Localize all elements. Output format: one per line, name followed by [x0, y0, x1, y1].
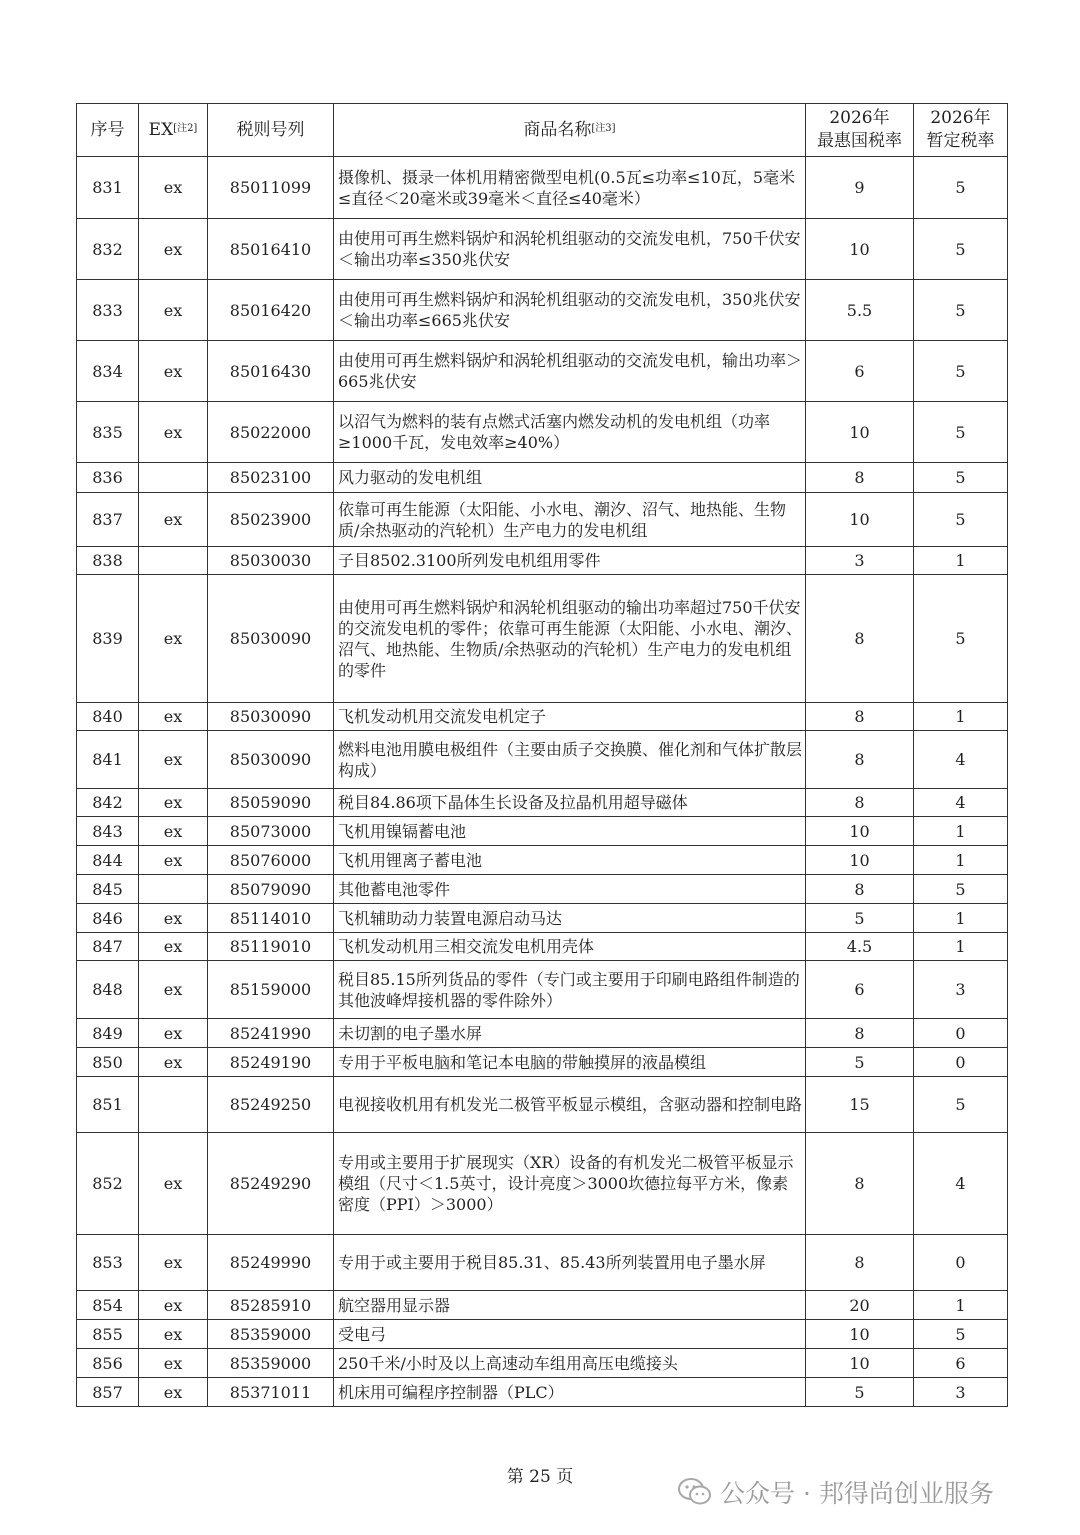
cell-mfn-rate: 10: [806, 493, 914, 547]
header-ex: [139, 104, 208, 157]
cell-name: 风力驱动的发电机组: [334, 463, 806, 493]
cell-provisional-rate: 1: [914, 547, 1008, 575]
cell-mfn-rate: 10: [806, 817, 914, 846]
header-mfn-year: 2026年: [829, 108, 890, 128]
header-prov-label: 暂定税率: [926, 131, 995, 151]
cell-mfn-rate: 10: [806, 846, 914, 875]
cell-code: 85023100: [208, 463, 334, 493]
table-row: [77, 1048, 1008, 1077]
cell-seq: 844: [77, 846, 139, 875]
table-row: [77, 904, 1008, 933]
cell-mfn-rate: 5: [806, 1048, 914, 1077]
cell-ex: ex: [139, 904, 208, 933]
cell-ex: ex: [139, 703, 208, 731]
table-row: [77, 933, 1008, 961]
cell-provisional-rate: 4: [914, 1133, 1008, 1235]
cell-seq: 854: [77, 1291, 139, 1320]
table-row: [77, 961, 1008, 1019]
header-code: 税则号列: [208, 104, 334, 157]
cell-name: 以沼气为燃料的装有点燃式活塞内燃发动机的发电机组（功率≥1000千瓦，发电效率≥40%）: [334, 402, 806, 463]
table-row: [77, 1133, 1008, 1235]
cell-seq: 831: [77, 157, 139, 219]
cell-seq: 833: [77, 280, 139, 341]
cell-provisional-rate: 5: [914, 875, 1008, 904]
cell-provisional-rate: 1: [914, 846, 1008, 875]
cell-ex: ex: [139, 1349, 208, 1378]
cell-mfn-rate: 10: [806, 1320, 914, 1349]
cell-code: 85016430: [208, 341, 334, 402]
cell-ex: [139, 463, 208, 493]
table-row: [77, 1378, 1008, 1407]
table-row: [77, 493, 1008, 547]
cell-provisional-rate: 5: [914, 1320, 1008, 1349]
cell-code: 85249290: [208, 1133, 334, 1235]
header-prov-year: 2026年: [930, 108, 991, 128]
cell-code: 85285910: [208, 1291, 334, 1320]
table-header-row: [77, 104, 1008, 157]
cell-provisional-rate: 5: [914, 463, 1008, 493]
table-row: [77, 280, 1008, 341]
cell-ex: ex: [139, 1235, 208, 1291]
cell-ex: ex: [139, 280, 208, 341]
cell-seq: 840: [77, 703, 139, 731]
cell-code: 85016410: [208, 219, 334, 280]
cell-provisional-rate: 1: [914, 817, 1008, 846]
cell-seq: 841: [77, 731, 139, 789]
cell-code: 85023900: [208, 493, 334, 547]
table-row: [77, 547, 1008, 575]
cell-code: 85022000: [208, 402, 334, 463]
cell-seq: 832: [77, 219, 139, 280]
cell-ex: ex: [139, 789, 208, 817]
cell-seq: 852: [77, 1133, 139, 1235]
table-row: [77, 575, 1008, 703]
cell-seq: 855: [77, 1320, 139, 1349]
cell-seq: 835: [77, 402, 139, 463]
table-row: [77, 219, 1008, 280]
cell-provisional-rate: 5: [914, 493, 1008, 547]
cell-mfn-rate: 3: [806, 547, 914, 575]
cell-code: 85030090: [208, 731, 334, 789]
cell-code: 85073000: [208, 817, 334, 846]
cell-mfn-rate: 8: [806, 1019, 914, 1048]
cell-name: 子目8502.3100所列发电机组用零件: [334, 547, 806, 575]
cell-code: 85011099: [208, 157, 334, 219]
cell-name: 电视接收机用有机发光二极管平板显示模组，含驱动器和控制电路: [334, 1077, 806, 1133]
cell-ex: ex: [139, 1291, 208, 1320]
cell-seq: 845: [77, 875, 139, 904]
cell-seq: 846: [77, 904, 139, 933]
cell-provisional-rate: 4: [914, 789, 1008, 817]
cell-provisional-rate: 3: [914, 1378, 1008, 1407]
cell-code: 85030090: [208, 703, 334, 731]
cell-name: 机床用可编程序控制器（PLC）: [334, 1378, 806, 1407]
table-row: [77, 817, 1008, 846]
cell-provisional-rate: 5: [914, 280, 1008, 341]
cell-code: 85249250: [208, 1077, 334, 1133]
table-row: [77, 1291, 1008, 1320]
cell-name: 依靠可再生能源（太阳能、小水电、潮汐、沼气、地热能、生物质/余热驱动的汽轮机）生产电力的发电机组: [334, 493, 806, 547]
cell-mfn-rate: 15: [806, 1077, 914, 1133]
cell-mfn-rate: 20: [806, 1291, 914, 1320]
watermark-text: 公众号 · 邦得尚创业服务: [720, 1479, 994, 1508]
cell-code: 85059090: [208, 789, 334, 817]
table-row: [77, 1320, 1008, 1349]
cell-mfn-rate: 8: [806, 731, 914, 789]
cell-code: 85359000: [208, 1349, 334, 1378]
cell-ex: ex: [139, 1320, 208, 1349]
cell-seq: 839: [77, 575, 139, 703]
cell-ex: ex: [139, 402, 208, 463]
cell-provisional-rate: 5: [914, 575, 1008, 703]
table-row: [77, 789, 1008, 817]
cell-code: 85249190: [208, 1048, 334, 1077]
wechat-icon: [678, 1478, 712, 1506]
cell-mfn-rate: 8: [806, 463, 914, 493]
cell-ex: ex: [139, 493, 208, 547]
cell-mfn-rate: 5.5: [806, 280, 914, 341]
cell-code: 85030090: [208, 575, 334, 703]
cell-name: 由使用可再生燃料锅炉和涡轮机组驱动的交流发电机，350兆伏安＜输出功率≤665兆伏安: [334, 280, 806, 341]
cell-name: 专用或主要用于扩展现实（XR）设备的有机发光二极管平板显示模组（尺寸＜1.5英寸，设计亮度＞3000坎德拉每平方米，像素密度（PPI）＞3000）: [334, 1133, 806, 1235]
header-prov: [914, 104, 1008, 157]
cell-name: 专用于平板电脑和笔记本电脑的带触摸屏的液晶模组: [334, 1048, 806, 1077]
cell-seq: 838: [77, 547, 139, 575]
cell-provisional-rate: 5: [914, 402, 1008, 463]
cell-name: 专用于或主要用于税目85.31、85.43所列装置用电子墨水屏: [334, 1235, 806, 1291]
cell-mfn-rate: 6: [806, 961, 914, 1019]
cell-name: 250千米/小时及以上高速动车组用高压电缆接头: [334, 1349, 806, 1378]
page-number: 第 25 页: [506, 1467, 574, 1487]
header-name-note: [注3]: [591, 122, 616, 134]
cell-ex: ex: [139, 341, 208, 402]
cell-provisional-rate: 5: [914, 157, 1008, 219]
cell-code: 85371011: [208, 1378, 334, 1407]
cell-name: 税目85.15所列货品的零件（专门或主要用于印刷电路组件制造的其他波峰焊接机器的零件除外）: [334, 961, 806, 1019]
cell-name: 飞机发动机用三相交流发电机用壳体: [334, 933, 806, 961]
cell-code: 85079090: [208, 875, 334, 904]
cell-provisional-rate: 5: [914, 341, 1008, 402]
cell-ex: ex: [139, 933, 208, 961]
cell-provisional-rate: 4: [914, 731, 1008, 789]
cell-ex: ex: [139, 1019, 208, 1048]
cell-ex: [139, 875, 208, 904]
cell-ex: ex: [139, 846, 208, 875]
cell-mfn-rate: 10: [806, 1349, 914, 1378]
cell-provisional-rate: 5: [914, 1077, 1008, 1133]
table-row: [77, 463, 1008, 493]
cell-seq: 857: [77, 1378, 139, 1407]
cell-seq: 848: [77, 961, 139, 1019]
cell-ex: ex: [139, 817, 208, 846]
cell-mfn-rate: 8: [806, 1133, 914, 1235]
cell-name: 飞机用锂离子蓄电池: [334, 846, 806, 875]
cell-seq: 843: [77, 817, 139, 846]
cell-code: 85114010: [208, 904, 334, 933]
cell-name: 由使用可再生燃料锅炉和涡轮机组驱动的输出功率超过750千伏安的交流发电机的零件；依靠可再生能源（太阳能、小水电、潮汐、沼气、地热能、生物质/余热驱动的汽轮机）生产电力的发电机组的零件: [334, 575, 806, 703]
cell-code: 85119010: [208, 933, 334, 961]
header-mfn: [806, 104, 914, 157]
cell-code: 85076000: [208, 846, 334, 875]
cell-seq: 836: [77, 463, 139, 493]
watermark: [678, 1474, 994, 1510]
cell-provisional-rate: 0: [914, 1048, 1008, 1077]
table-row: [77, 1019, 1008, 1048]
cell-seq: 847: [77, 933, 139, 961]
cell-provisional-rate: 1: [914, 703, 1008, 731]
cell-name: 受电弓: [334, 1320, 806, 1349]
cell-name: 摄像机、摄录一体机用精密微型电机(0.5瓦≤功率≤10瓦，5毫米≤直径＜20毫米或39毫米＜直径≤40毫米）: [334, 157, 806, 219]
table-row: [77, 341, 1008, 402]
cell-seq: 856: [77, 1349, 139, 1378]
cell-name: 由使用可再生燃料锅炉和涡轮机组驱动的交流发电机，750千伏安＜输出功率≤350兆伏安: [334, 219, 806, 280]
cell-code: 85359000: [208, 1320, 334, 1349]
tariff-table: [76, 103, 1008, 1407]
cell-provisional-rate: 0: [914, 1235, 1008, 1291]
cell-ex: [139, 1077, 208, 1133]
cell-code: 85016420: [208, 280, 334, 341]
table-row: [77, 846, 1008, 875]
cell-mfn-rate: 10: [806, 402, 914, 463]
cell-name: 由使用可再生燃料锅炉和涡轮机组驱动的交流发电机，输出功率＞665兆伏安: [334, 341, 806, 402]
cell-name: 其他蓄电池零件: [334, 875, 806, 904]
header-name-label: 商品名称: [523, 119, 592, 140]
cell-seq: 849: [77, 1019, 139, 1048]
table-row: [77, 1077, 1008, 1133]
cell-provisional-rate: 5: [914, 219, 1008, 280]
cell-mfn-rate: 6: [806, 341, 914, 402]
table-row: [77, 157, 1008, 219]
cell-seq: 842: [77, 789, 139, 817]
table-row: [77, 875, 1008, 904]
cell-name: 飞机辅助动力装置电源启动马达: [334, 904, 806, 933]
cell-provisional-rate: 1: [914, 1291, 1008, 1320]
cell-ex: ex: [139, 219, 208, 280]
cell-mfn-rate: 8: [806, 703, 914, 731]
header-ex-label: EX: [148, 119, 174, 140]
cell-mfn-rate: 5: [806, 1378, 914, 1407]
cell-mfn-rate: 8: [806, 875, 914, 904]
table-row: [77, 703, 1008, 731]
header-seq: 序号: [77, 104, 139, 157]
cell-name: 飞机用镍镉蓄电池: [334, 817, 806, 846]
cell-provisional-rate: 0: [914, 1019, 1008, 1048]
cell-ex: ex: [139, 1133, 208, 1235]
cell-name: 飞机发动机用交流发电机定子: [334, 703, 806, 731]
cell-ex: ex: [139, 731, 208, 789]
cell-code: 85249990: [208, 1235, 334, 1291]
cell-seq: 851: [77, 1077, 139, 1133]
cell-ex: ex: [139, 575, 208, 703]
cell-name: 未切割的电子墨水屏: [334, 1019, 806, 1048]
cell-provisional-rate: 6: [914, 1349, 1008, 1378]
cell-mfn-rate: 8: [806, 1235, 914, 1291]
cell-provisional-rate: 1: [914, 904, 1008, 933]
table-row: [77, 1235, 1008, 1291]
table-row: [77, 1349, 1008, 1378]
cell-seq: 834: [77, 341, 139, 402]
cell-mfn-rate: 8: [806, 789, 914, 817]
table-row: [77, 731, 1008, 789]
cell-mfn-rate: 10: [806, 219, 914, 280]
cell-provisional-rate: 1: [914, 933, 1008, 961]
cell-mfn-rate: 4.5: [806, 933, 914, 961]
cell-code: 85241990: [208, 1019, 334, 1048]
header-mfn-label: 最惠国税率: [817, 131, 902, 151]
cell-ex: ex: [139, 961, 208, 1019]
header-ex-note: [注2]: [173, 122, 198, 134]
cell-ex: ex: [139, 157, 208, 219]
cell-name: 燃料电池用膜电极组件（主要由质子交换膜、催化剂和气体扩散层构成）: [334, 731, 806, 789]
cell-provisional-rate: 3: [914, 961, 1008, 1019]
cell-mfn-rate: 8: [806, 575, 914, 703]
cell-ex: ex: [139, 1378, 208, 1407]
cell-name: 税目84.86项下晶体生长设备及拉晶机用超导磁体: [334, 789, 806, 817]
cell-code: 85159000: [208, 961, 334, 1019]
cell-name: 航空器用显示器: [334, 1291, 806, 1320]
cell-seq: 837: [77, 493, 139, 547]
cell-code: 85030030: [208, 547, 334, 575]
cell-mfn-rate: 9: [806, 157, 914, 219]
cell-ex: ex: [139, 1048, 208, 1077]
cell-seq: 853: [77, 1235, 139, 1291]
cell-seq: 850: [77, 1048, 139, 1077]
cell-ex: [139, 547, 208, 575]
cell-mfn-rate: 5: [806, 904, 914, 933]
table-row: [77, 402, 1008, 463]
header-name: [334, 104, 806, 157]
